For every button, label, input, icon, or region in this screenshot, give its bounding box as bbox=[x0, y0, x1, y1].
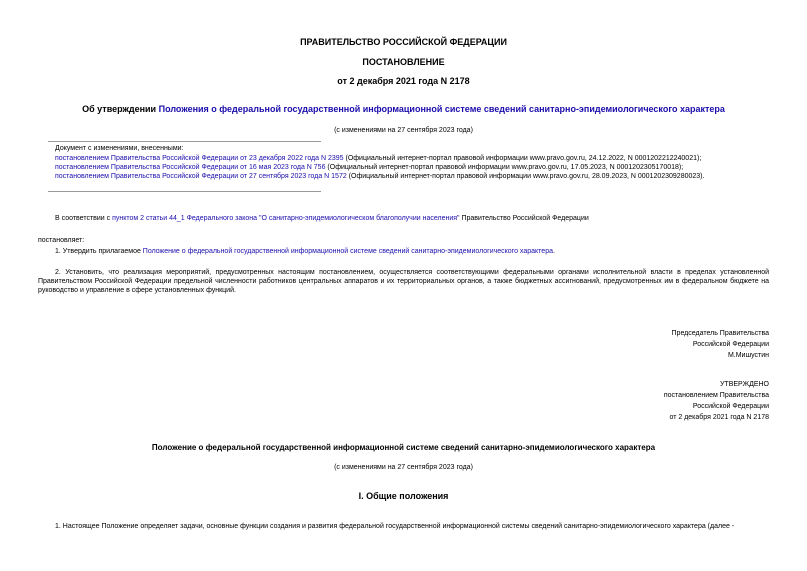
item-2: 2. Установить, что реализация мероприятий, предусмотренных настоящим постановлением, осуществляется соответствующими федеральными органами исполнительной власти в пределах установленной Правительством Российской Федерации предельной численности работников центральных аппаратов и их территориальных органов, а также бюджетных ассигнований, предусмотренных им в федеральном бюджете на руководство и управление в сфере установленных функций. bbox=[38, 269, 769, 294]
amended-note: (с изменениями на 27 сентября 2023 года) bbox=[334, 127, 473, 134]
signature-name: М.Мишустин bbox=[727, 352, 769, 359]
federal-law-link[interactable]: пунктом 2 статьи 44_1 Федерального закона "О санитарно-эпидемиологическом благополучии населения" bbox=[112, 215, 460, 222]
changes-intro: Документ с изменениями, внесенными: bbox=[55, 145, 184, 152]
approval-date: от 2 декабря 2021 года N 2178 bbox=[669, 414, 769, 421]
document-title-prefix: Об утверждении bbox=[82, 104, 159, 114]
item-1-text: 1. Утвердить прилагаемое bbox=[55, 248, 143, 255]
approval-country: Российской Федерации bbox=[692, 403, 769, 410]
signature-country: Российской Федерации bbox=[692, 341, 769, 348]
approval-act: постановлением Правительства bbox=[663, 392, 769, 399]
amendment-link[interactable]: постановлением Правительства Российской Федерации от 27 сентября 2023 года N 1572 bbox=[55, 173, 347, 180]
preamble-text: В соответствии с bbox=[55, 215, 113, 222]
divider-bottom bbox=[48, 191, 321, 192]
regulation-link-2[interactable]: Положение о федеральной государственной информационной системе сведений санитарно-эпидемиологического характера bbox=[142, 248, 553, 255]
list-item bbox=[55, 163, 785, 172]
document-type: ПОСТАНОВЛЕНИЕ bbox=[362, 57, 445, 67]
amendment-link[interactable]: постановлением Правительства Российской Федерации от 16 мая 2023 года N 756 bbox=[55, 164, 326, 171]
regulation-paragraph-1: 1. Настоящее Положение определяет задачи, основные функции создания и развития федеральной государственной информационной системы сведений санитарно-эпидемиологического характера (далее - bbox=[55, 523, 735, 530]
regulation-amended-note: (с изменениями на 27 сентября 2023 года) bbox=[334, 464, 473, 471]
section-heading: I. Общие положения bbox=[358, 491, 449, 501]
regulation-link[interactable]: Положения о федеральной государственной информационной системе сведений санитарно-эпидемиологического характера bbox=[158, 104, 725, 114]
item-1 bbox=[55, 247, 555, 256]
approval-label: УТВЕРЖДЕНО bbox=[719, 381, 769, 388]
amendment-source: (Официальный интернет-портал правовой информации www.pravo.gov.ru, 24.12.2022, N 0001202212240021); bbox=[343, 155, 702, 162]
list-item bbox=[55, 154, 785, 163]
item-1-end: . bbox=[552, 248, 555, 255]
decides-label: постановляет: bbox=[38, 237, 85, 244]
document-title bbox=[0, 104, 807, 114]
amendment-source: (Официальный интернет-портал правовой информации www.pravo.gov.ru, 28.09.2023, N 0001202309280023). bbox=[346, 173, 705, 180]
government-heading: ПРАВИТЕЛЬСТВО РОССИЙСКОЙ ФЕДЕРАЦИИ bbox=[300, 37, 507, 47]
amendment-link[interactable]: постановлением Правительства Российской Федерации от 23 декабря 2022 года N 2395 bbox=[55, 155, 344, 162]
divider-top bbox=[48, 141, 321, 142]
signature-position: Председатель Правительства bbox=[671, 330, 769, 337]
changes-list bbox=[55, 154, 785, 181]
amendment-source: (Официальный интернет-портал правовой информации www.pravo.gov.ru, 17.05.2023, N 0001202305170018); bbox=[325, 164, 684, 171]
document-date-number: от 2 декабря 2021 года N 2178 bbox=[337, 76, 470, 86]
signature-block bbox=[672, 328, 769, 361]
preamble bbox=[55, 214, 589, 223]
list-item bbox=[55, 172, 785, 181]
regulation-title: Положение о федеральной государственной информационной системе сведений санитарно-эпидемиологического характера bbox=[151, 443, 656, 452]
preamble-text-end: Правительство Российской Федерации bbox=[459, 215, 589, 222]
approval-block bbox=[664, 379, 769, 423]
